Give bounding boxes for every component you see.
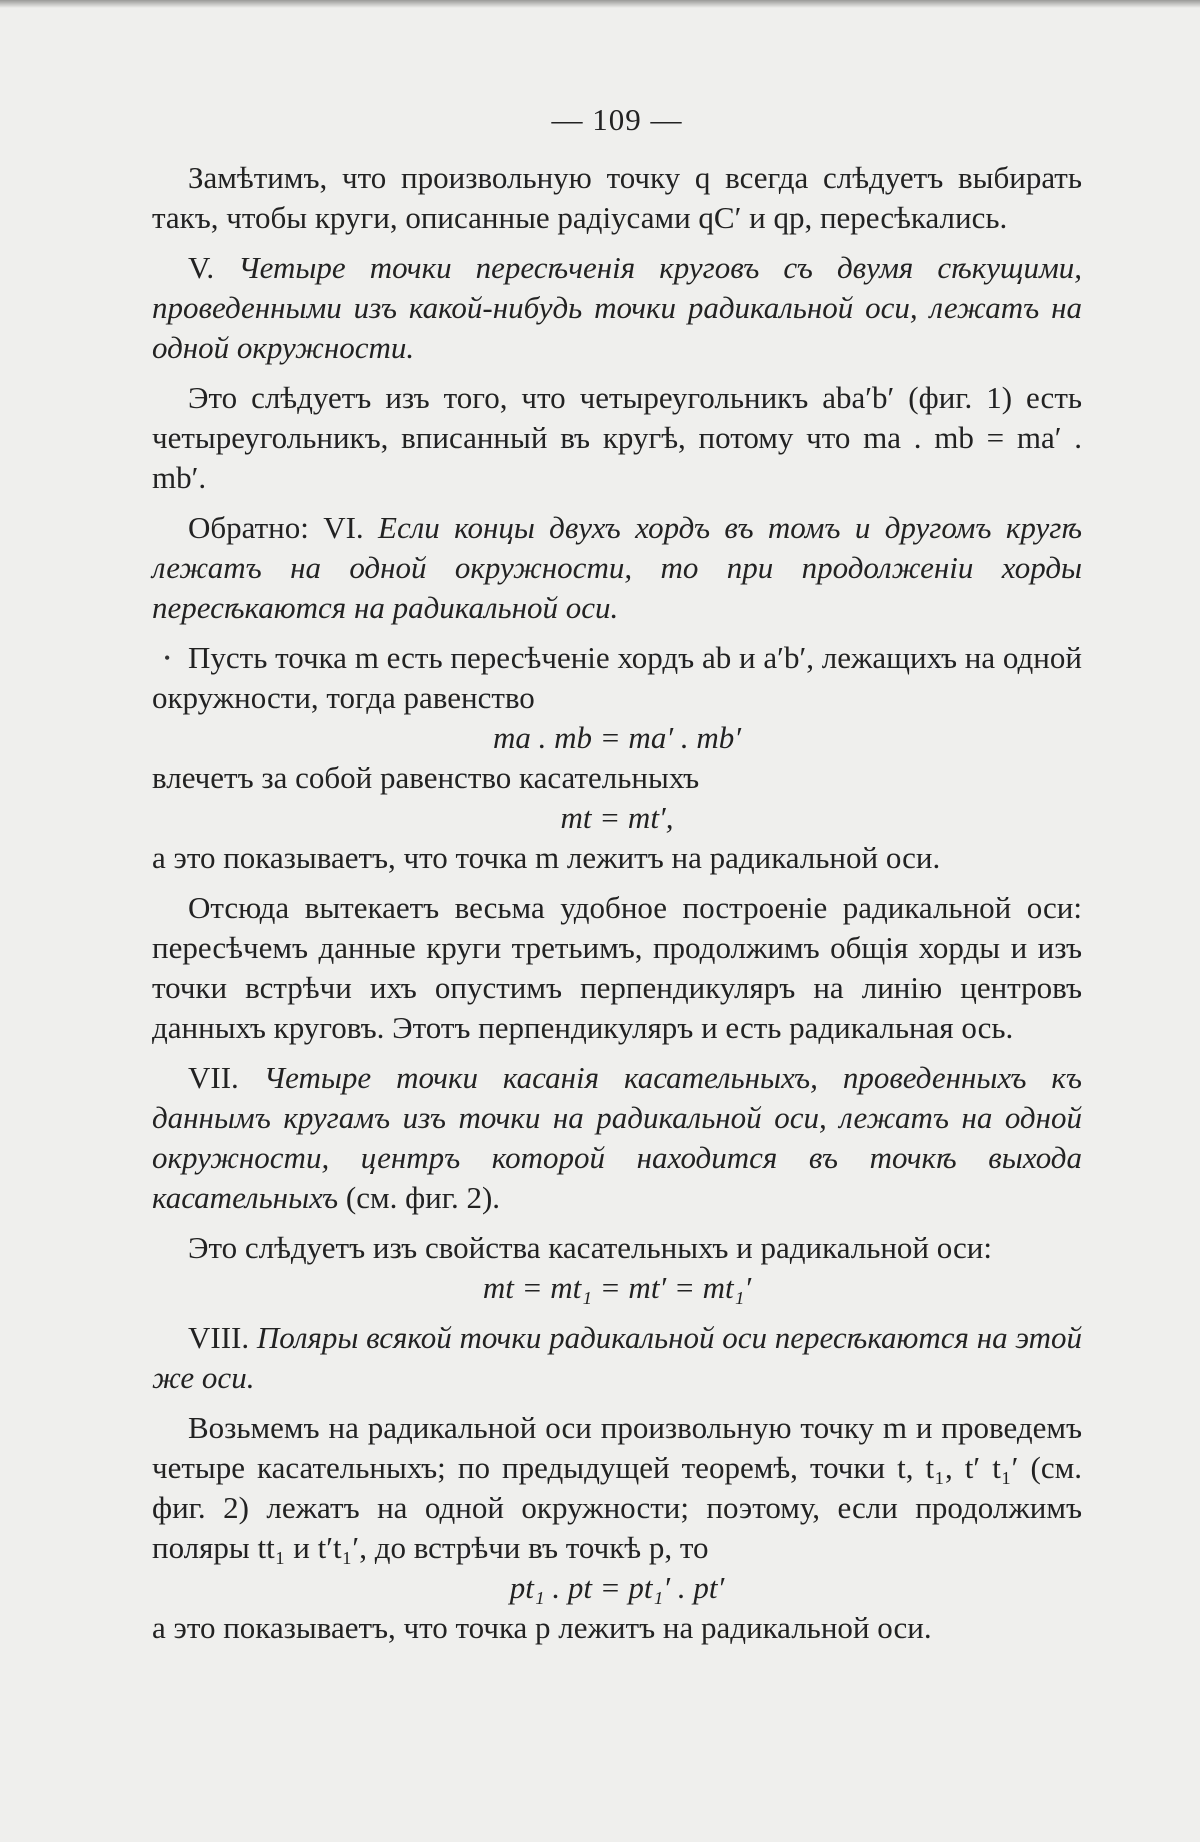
- theorem-viii: [152, 1318, 1082, 1398]
- theorem-v-number: V.: [188, 250, 215, 285]
- theorem-vii-statement: Четыре точки касанія касательныхъ, проведенныхъ къ даннымъ кругамъ изъ точки на радикальной оси, лежатъ на одной окружности, центръ которой находится въ точкѣ выхода касательныхъ: [152, 1060, 1082, 1215]
- formula-1: ma . mb = ma′ . mb′: [492, 720, 742, 755]
- formula-2: mt = mt′,: [560, 800, 674, 835]
- paragraph-proof-v: Это слѣдуетъ изъ того, что четыреугольникъ aba′b′ (фиг. 1) есть четыреугольникъ, вписанный въ кругѣ, потому что ma . mb = ma′ . mb′.: [152, 380, 1082, 495]
- theorem-viii-number: VIII.: [188, 1320, 250, 1355]
- page-number: — 109 —: [551, 102, 683, 137]
- paragraph-proof-vii: Это слѣдуетъ изъ свойства касательныхъ и радикальной оси:: [188, 1230, 993, 1265]
- theorem-viii-statement: Поляры всякой точки радикальной оси пересѣкаются на этой же оси.: [152, 1320, 1083, 1395]
- margin-dot: •: [164, 648, 171, 668]
- paragraph-entails: влечетъ за собой равенство касательныхъ: [152, 760, 700, 795]
- paragraph-remark: Замѣтимъ, что произвольную точку q всегда слѣдуетъ выбирать такъ, чтобы круги, описанные радіусами qC′ и qp, пересѣкались.: [152, 160, 1082, 235]
- text-column: [152, 100, 1082, 1648]
- theorem-vi: [152, 508, 1082, 628]
- paragraph-proof-vi: [152, 638, 1082, 718]
- theorem-vii-number: VII.: [188, 1060, 239, 1095]
- theorem-vi-lead: Обратно: VI.: [188, 510, 364, 545]
- paragraph-proof-viii: Возьмемъ на радикальной оси произвольную точку m и проведемъ четыре касательныхъ; по предыдущей теоремѣ, точки t, t₁, t′ t₁′ (см. фиг. 2) лежатъ на одной окружности; поэтому, если продолжимъ поляры tt₁ и t′t₁′, до встрѣчи въ точкѣ p, то: [152, 1410, 1082, 1565]
- theorem-vii: [152, 1058, 1082, 1218]
- paragraph-construction: Отсюда вытекаетъ весьма удобное построеніе радикальной оси: пересѣчемъ данные круги третьимъ, продолжимъ общія хорды и изъ точки встрѣчи ихъ опустимъ перпендикуляръ на линію центровъ данныхъ круговъ. Этотъ перпендикуляръ и есть радикальная ось.: [152, 890, 1082, 1045]
- formula-3: mt = mt₁ = mt′ = mt₁′: [482, 1270, 752, 1305]
- formula-4: pt₁ . pt = pt₁′ . pt′: [509, 1570, 725, 1605]
- theorem-v: [152, 248, 1082, 368]
- theorem-vi-statement: Если концы двухъ хордъ въ томъ и другомъ кругѣ лежатъ на одной окружности, то при продолженіи хорды пересѣкаются на радикальной оси.: [152, 510, 1082, 625]
- page-top-edge: [0, 0, 1200, 8]
- paragraph-proof-vi-text: Пусть точка m есть пересѣченіе хордъ ab и a′b′, лежащихъ на одной окружности, тогда равенство: [152, 640, 1082, 715]
- theorem-vii-reference: (см. фиг. 2).: [338, 1180, 501, 1215]
- theorem-v-statement: Четыре точки пересѣченія круговъ съ двумя сѣкущими, проведенными изъ какой-нибудь точки радикальной оси, лежатъ на одной окружности.: [152, 250, 1082, 365]
- paragraph-conclusion-vi: а это показываетъ, что точка m лежитъ на радикальной оси.: [152, 840, 941, 875]
- paragraph-conclusion-viii: а это показываетъ, что точка p лежитъ на радикальной оси.: [152, 1610, 932, 1645]
